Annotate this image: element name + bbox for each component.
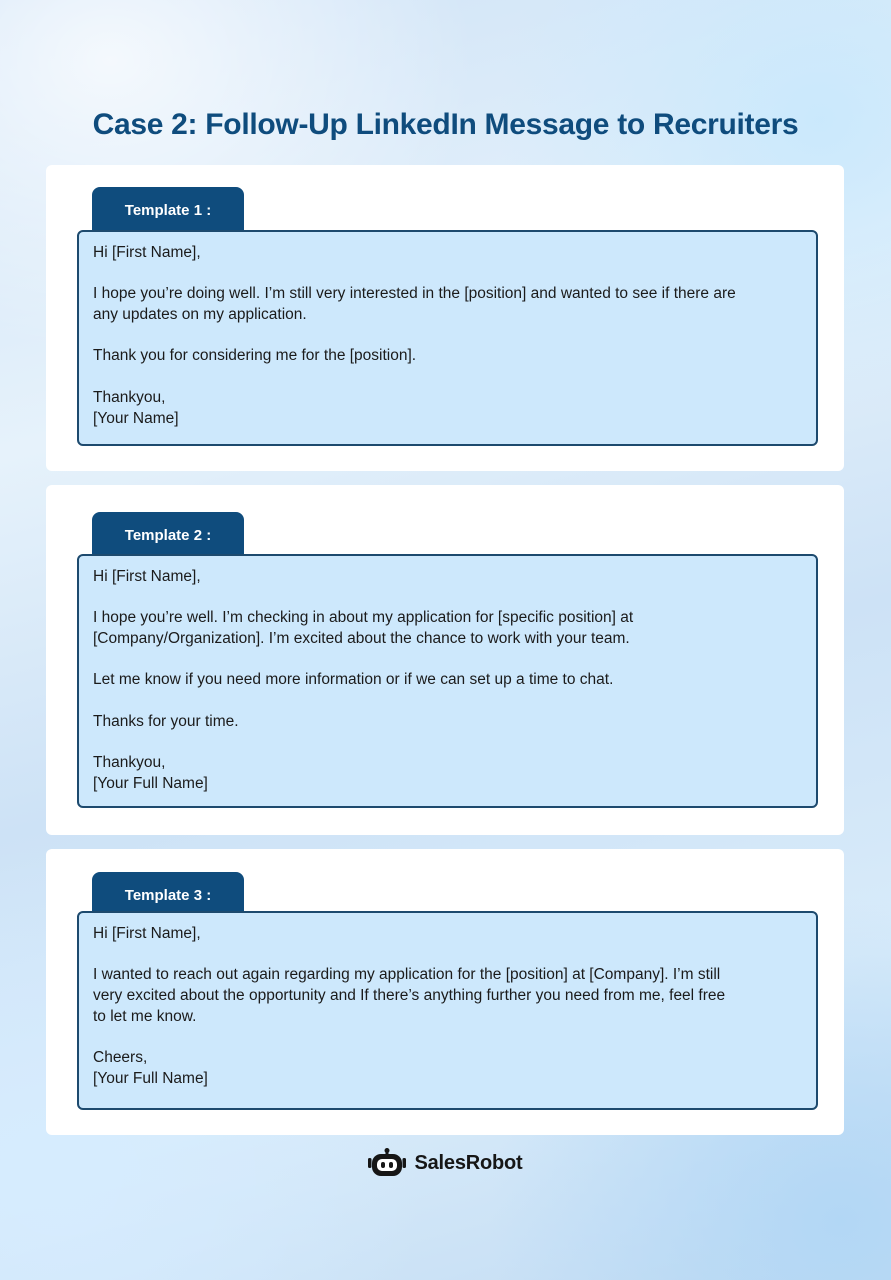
template-card-1 <box>46 165 844 471</box>
text-line: I wanted to reach out again regarding my application for the [position] at [Company]. I’m still <box>93 966 721 984</box>
message-box-2 <box>77 554 818 808</box>
template-card-2 <box>46 485 844 835</box>
message-box-1 <box>77 230 818 446</box>
paragraph <box>93 284 802 325</box>
template-tab-1: Template 1 : <box>92 187 244 230</box>
text-line: Hi [First Name], <box>93 244 201 261</box>
template-tab-3: Template 3 : <box>92 872 244 915</box>
text-line: Hi [First Name], <box>93 925 201 942</box>
text-line: very excited about the opportunity and If there’s anything further you need from me, feel free <box>93 987 726 1005</box>
text-line: Thankyou, <box>93 754 166 772</box>
text-line: I hope you’re well. I’m checking in about my application for [specific position] at <box>93 609 634 627</box>
paragraph <box>93 670 802 691</box>
paragraph <box>93 243 802 264</box>
text-line: any updates on my application. <box>93 306 307 324</box>
text-line: [Your Name] <box>93 409 179 427</box>
paragraph <box>93 388 802 429</box>
text-line: I hope you’re doing well. I’m still very interested in the [position] and wanted to see if there are <box>93 285 736 303</box>
page-title: Case 2: Follow-Up LinkedIn Message to Recruiters <box>92 108 799 141</box>
paragraph <box>93 608 802 649</box>
paragraph <box>93 1048 802 1089</box>
paragraph <box>93 346 802 367</box>
text-line: Thankyou, <box>93 388 166 406</box>
text-line: Cheers, <box>93 1049 148 1067</box>
text-line: [Your Full Name] <box>93 1069 208 1087</box>
text-line: Thanks for your time. <box>93 712 239 730</box>
paragraph <box>93 924 802 945</box>
text-line: Let me know if you need more information or if we can set up a time to chat. <box>93 671 614 689</box>
template-card-3 <box>46 849 844 1135</box>
message-box-3 <box>77 911 818 1110</box>
text-line: Thank you for considering me for the [position]. <box>93 347 417 365</box>
text-line: [Your Full Name] <box>93 774 208 792</box>
text-line: Hi [First Name], <box>93 568 201 585</box>
robot-icon <box>368 1148 406 1178</box>
brand-name: SalesRobot <box>414 1151 523 1174</box>
text-line: to let me know. <box>93 1007 197 1025</box>
template-tab-2: Template 2 : <box>92 512 244 555</box>
footer <box>0 1146 891 1180</box>
paragraph <box>93 753 802 794</box>
paragraph <box>93 712 802 733</box>
paragraph <box>93 965 802 1027</box>
paragraph <box>93 567 802 588</box>
text-line: [Company/Organization]. I’m excited about the chance to work with your team. <box>93 630 630 648</box>
